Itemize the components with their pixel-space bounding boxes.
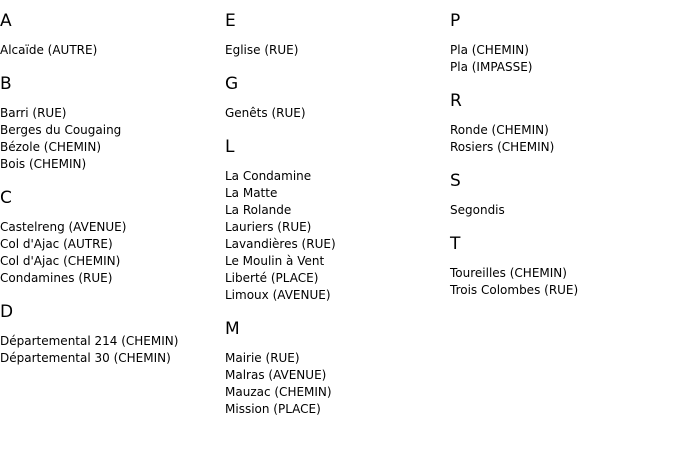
letter-group-b (0, 73, 222, 173)
street-link[interactable]: Pla (IMPASSE) (450, 60, 533, 74)
street-link[interactable]: Genêts (RUE) (225, 106, 306, 120)
letter-group-t (450, 233, 672, 299)
street-link[interactable]: Trois Colombes (RUE) (450, 283, 579, 297)
street-link[interactable]: Berges du Cougaing (0, 123, 122, 137)
street-link[interactable]: Lavandières (RUE) (225, 237, 336, 251)
street-link[interactable]: Limoux (AVENUE) (225, 288, 331, 302)
street-link[interactable]: Rosiers (CHEMIN) (450, 140, 555, 154)
street-link[interactable]: Castelreng (AVENUE) (0, 220, 127, 234)
letter-heading: L (225, 137, 235, 157)
letter-heading: P (450, 11, 461, 31)
street-link[interactable]: Départemental 214 (CHEMIN) (0, 334, 179, 348)
letter-group-e (225, 10, 447, 59)
street-link[interactable]: Pla (CHEMIN) (450, 43, 529, 57)
letter-group-r (450, 90, 672, 156)
letter-heading: C (0, 188, 12, 208)
street-link[interactable]: Mairie (RUE) (225, 351, 300, 365)
letter-heading: S (450, 171, 461, 191)
street-link[interactable]: Lauriers (RUE) (225, 220, 312, 234)
street-link[interactable]: Toureilles (CHEMIN) (450, 266, 567, 280)
letter-group-p (450, 10, 672, 76)
letter-group-s (450, 170, 672, 219)
street-link[interactable]: Bézole (CHEMIN) (0, 140, 102, 154)
letter-group-c (0, 187, 222, 287)
letter-heading: B (0, 74, 12, 94)
street-link[interactable]: Mission (PLACE) (225, 402, 321, 416)
street-link[interactable]: Col d'Ajac (CHEMIN) (0, 254, 121, 268)
street-link[interactable]: Condamines (RUE) (0, 271, 113, 285)
letter-group-m (225, 318, 447, 418)
street-link[interactable]: Ronde (CHEMIN) (450, 123, 549, 137)
letter-heading: D (0, 302, 14, 322)
street-link[interactable]: Col d'Ajac (AUTRE) (0, 237, 113, 251)
street-link[interactable]: Malras (AVENUE) (225, 368, 327, 382)
street-link[interactable]: La Matte (225, 186, 278, 200)
letter-group-g (225, 73, 447, 122)
letter-group-d (0, 301, 222, 367)
letter-heading: T (450, 234, 461, 254)
street-index-column-2 (225, 10, 447, 432)
street-link[interactable]: Eglise (RUE) (225, 43, 299, 57)
letter-group-l (225, 136, 447, 304)
letter-heading: G (225, 74, 239, 94)
street-link[interactable]: Liberté (PLACE) (225, 271, 319, 285)
street-link[interactable]: Bois (CHEMIN) (0, 157, 87, 171)
street-link[interactable]: Barri (RUE) (0, 106, 67, 120)
street-index-column-1 (0, 10, 222, 381)
street-link[interactable]: La Condamine (225, 169, 312, 183)
street-link[interactable]: La Rolande (225, 203, 292, 217)
street-link[interactable]: Départemental 30 (CHEMIN) (0, 351, 171, 365)
street-link[interactable]: Segondis (450, 203, 505, 217)
letter-heading: M (225, 319, 240, 339)
street-link[interactable]: Alcaïde (AUTRE) (0, 43, 98, 57)
letter-heading: R (450, 91, 462, 111)
street-index-column-3 (450, 10, 672, 313)
street-link[interactable]: Le Moulin à Vent (225, 254, 325, 268)
street-link[interactable]: Mauzac (CHEMIN) (225, 385, 332, 399)
letter-heading: E (225, 11, 236, 31)
letter-heading: A (0, 11, 12, 31)
letter-group-a (0, 10, 222, 59)
